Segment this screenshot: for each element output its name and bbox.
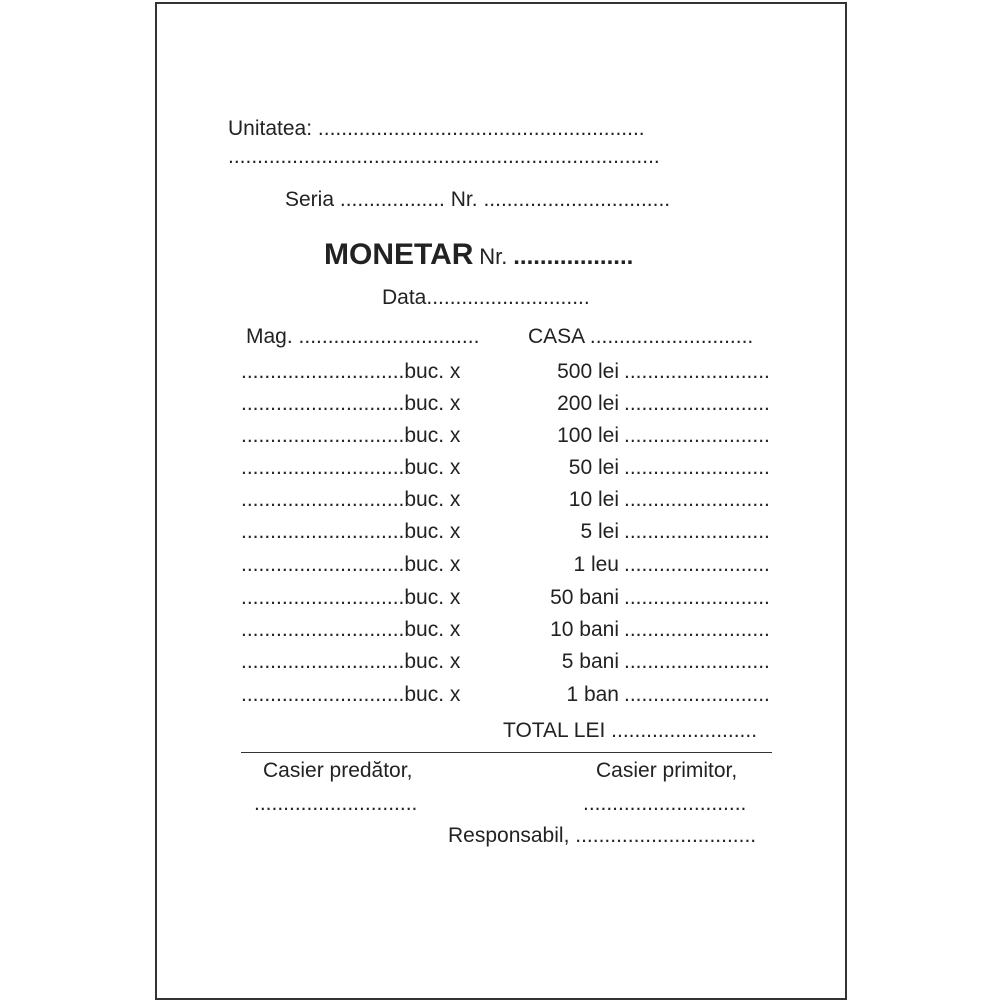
count-field: ............................buc. x [241, 683, 461, 706]
unitatea-second-line: .......................................................................... [228, 145, 660, 168]
count-field: ............................buc. x [241, 424, 461, 447]
total-label: TOTAL LEI [503, 719, 606, 742]
casier-predator-label: Casier predător, [263, 759, 413, 782]
total-dots: ......................... [611, 719, 758, 742]
denomination-label: 100 lei [557, 424, 619, 447]
denomination-label: 500 lei [557, 360, 619, 383]
denomination-label: 1 ban [566, 683, 619, 706]
denomination-row [241, 457, 777, 481]
amount-field: ......................... [624, 456, 770, 479]
count-field: ............................buc. x [241, 650, 461, 673]
denomination-label: 1 leu [573, 553, 619, 576]
casa-dots: ............................ [589, 325, 754, 348]
amount-field: ......................... [624, 392, 770, 415]
denomination-row [241, 361, 777, 385]
denomination-label: 5 bani [561, 650, 619, 673]
amount-field: ......................... [624, 618, 770, 641]
mag-label: Mag. [246, 325, 293, 348]
casa-label: CASA [528, 325, 585, 348]
denomination-row [241, 684, 777, 708]
denomination-row [241, 554, 777, 578]
denomination-label: 5 lei [580, 520, 619, 543]
data-label: Data [382, 286, 427, 309]
data-dots: ............................ [426, 286, 590, 309]
denomination-row [241, 651, 777, 675]
title-nr-label: Nr. [479, 244, 508, 269]
denomination-row [241, 393, 777, 417]
amount-field: ......................... [624, 553, 770, 576]
seria-label: Seria [285, 188, 335, 211]
casier-predator-signature-dots: ............................ [254, 792, 418, 815]
unitatea-label: Unitatea: [228, 117, 313, 140]
denomination-row [241, 619, 777, 643]
amount-field: ......................... [624, 488, 770, 511]
page-title: MONETAR [324, 238, 474, 271]
casier-primitor-signature-dots: ............................ [583, 792, 747, 815]
denomination-label: 200 lei [557, 392, 619, 415]
amount-field: ......................... [624, 424, 770, 447]
unitatea-line [228, 118, 645, 139]
casa-field [528, 326, 753, 347]
seria-dots: .................. [339, 188, 445, 211]
denomination-row [241, 489, 777, 513]
denomination-label: 10 lei [568, 488, 619, 511]
denomination-label: 50 bani [550, 586, 619, 609]
amount-field: ......................... [624, 683, 770, 706]
denomination-row [241, 425, 777, 449]
count-field: ............................buc. x [241, 392, 461, 415]
mag-dots: ............................... [298, 325, 480, 348]
responsabil-line [448, 825, 756, 846]
casier-primitor-label: Casier primitor, [596, 759, 738, 782]
title-line [324, 240, 633, 270]
amount-field: ......................... [624, 520, 770, 543]
denomination-row [241, 521, 777, 545]
count-field: ............................buc. x [241, 456, 461, 479]
count-field: ............................buc. x [241, 553, 461, 576]
amount-field: ......................... [624, 360, 770, 383]
denomination-label: 50 lei [568, 456, 619, 479]
responsabil-label: Responsabil, [448, 824, 570, 847]
header-nr-label: Nr. [450, 188, 478, 211]
amount-field: ......................... [624, 586, 770, 609]
count-field: ............................buc. x [241, 520, 461, 543]
data-line [382, 287, 590, 308]
amount-field: ......................... [624, 650, 770, 673]
total-line [503, 720, 757, 741]
count-field: ............................buc. x [241, 618, 461, 641]
denomination-label: 10 bani [550, 618, 619, 641]
count-field: ............................buc. x [241, 360, 461, 383]
denomination-row [241, 587, 777, 611]
mag-field [246, 326, 479, 347]
count-field: ............................buc. x [241, 586, 461, 609]
title-nr-dots: .................. [513, 243, 634, 270]
seria-nr-line [285, 189, 670, 210]
divider-line [241, 752, 772, 753]
unitatea-dots: ........................................................ [317, 117, 645, 140]
header-nr-dots: ................................ [483, 188, 671, 211]
responsabil-dots: ............................... [575, 824, 757, 847]
count-field: ............................buc. x [241, 488, 461, 511]
